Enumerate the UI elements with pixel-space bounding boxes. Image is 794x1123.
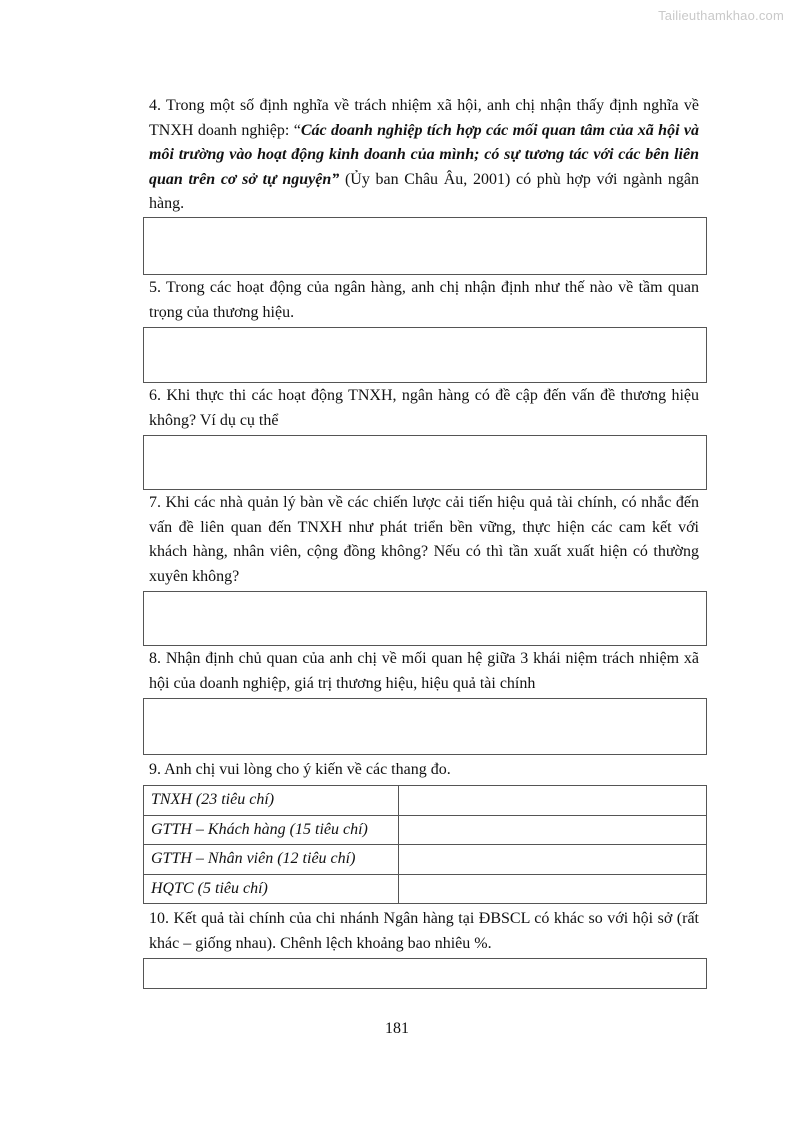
scale-label: HQTC (5 tiêu chí) — [144, 874, 399, 904]
scale-label: TNXH (23 tiêu chí) — [144, 786, 399, 816]
scale-answer-cell[interactable] — [399, 845, 707, 875]
scales-table — [143, 785, 707, 904]
answer-box-5[interactable] — [143, 327, 707, 383]
watermark: Tailieuthamkhao.com — [658, 8, 784, 23]
question-4-suffix: (Ủy ban Châu Âu, 2001) có phù hợp với ngành ngân hàng. — [149, 170, 700, 212]
question-6: 6. Khi thực thi các hoạt động TNXH, ngân hàng có đề cập đến vấn đề thương hiệu không? Ví dụ cụ thể — [149, 387, 699, 429]
scale-label: GTTH – Khách hàng (15 tiêu chí) — [144, 815, 399, 845]
table-row — [144, 815, 707, 845]
answer-box-8[interactable] — [143, 698, 707, 755]
question-5: 5. Trong các hoạt động của ngân hàng, anh chị nhận định như thế nào về tầm quan trọng của thương hiệu. — [149, 279, 699, 321]
question-7: 7. Khi các nhà quản lý bàn về các chiến lược cải tiến hiệu quả tài chính, có nhắc đến vấn đề liên quan đến TNXH như phát triển bền vững, thực hiện các cam kết với khách hàng, nhân viên, cộng đồng không? Nếu có thì tần xuất xuất hiện có thường xuyên không? — [149, 494, 699, 585]
answer-box-10[interactable] — [143, 958, 707, 989]
table-row — [144, 845, 707, 875]
question-10: 10. Kết quả tài chính của chi nhánh Ngân hàng tại ĐBSCL có khác so với hội sở (rất khác – giống nhau). Chênh lệch khoảng bao nhiêu %. — [149, 910, 699, 952]
answer-box-7[interactable] — [143, 591, 707, 646]
question-4-quote: Các doanh nghiệp tích hợp các mối quan tâm của xã hội và môi trường vào hoạt động kinh doanh của mình; có sự tương tác với các bên liên quan trên cơ sở tự nguyện” — [149, 121, 700, 188]
scale-answer-cell[interactable] — [399, 786, 707, 816]
page-number: 181 — [385, 1020, 409, 1037]
question-4-prefix: 4. Trong một số định nghĩa về trách nhiệm xã hội, anh chị nhận thấy định nghĩa về TNXH doanh nghiệp: “ — [149, 97, 699, 139]
table-row — [144, 874, 707, 904]
answer-box-6[interactable] — [143, 435, 707, 490]
table-row — [144, 786, 707, 816]
scale-answer-cell[interactable] — [399, 815, 707, 845]
question-9: 9. Anh chị vui lòng cho ý kiến về các thang đo. — [149, 761, 451, 778]
scale-label: GTTH – Nhân viên (12 tiêu chí) — [144, 845, 399, 875]
answer-box-4[interactable] — [143, 217, 707, 275]
scale-answer-cell[interactable] — [399, 874, 707, 904]
question-8: 8. Nhận định chủ quan của anh chị về mối quan hệ giữa 3 khái niệm trách nhiệm xã hội của doanh nghiệp, giá trị thương hiệu, hiệu quả tài chính — [149, 650, 699, 692]
question-4 — [149, 94, 699, 217]
